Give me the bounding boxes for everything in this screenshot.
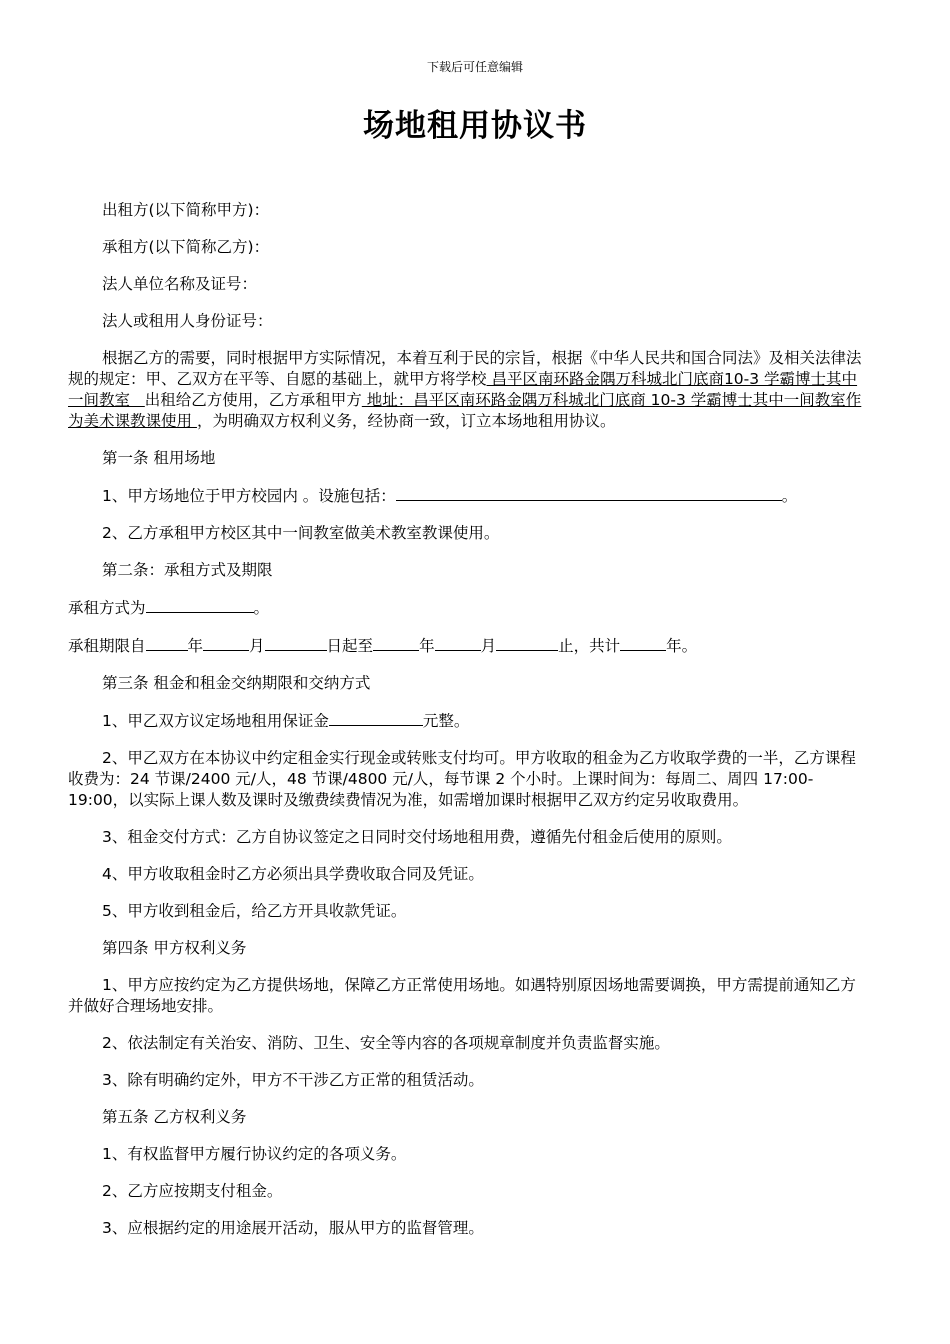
article5-item3: 3、应根据约定的用途展开活动，服从甲方的监督管理。 (102, 1219, 484, 1237)
article5-heading: 第五条 乙方权利义务 (102, 1108, 247, 1126)
article1-heading: 第一条 租用场地 (102, 449, 216, 467)
rental-term-line (68, 635, 868, 657)
intro-text-3: ，为明确双方权利义务，经协商一致，订立本场地租用协议。 (196, 412, 616, 430)
rental-method-end: 。 (253, 599, 270, 617)
party-unit-line: 法人单位名称及证号： (102, 275, 258, 293)
article2-heading: 第二条：承租方式及期限 (102, 561, 273, 579)
start-day-blank (265, 635, 327, 651)
party-lessor-line: 出租方(以下简称甲方)： (102, 201, 270, 219)
intro-underlined-location: 昌平区南环路金隅万科城北门底商10-3 学霸博士其中一间教室 (68, 370, 858, 409)
article3-item4: 4、甲方收取租金时乙方必须出具学费收取合同及凭证。 (102, 865, 484, 883)
party-lessee-line: 承租方(以下简称乙方)： (102, 238, 270, 256)
term-day: 日起至 (326, 637, 374, 655)
article4-item2: 2、依法制定有关治安、消防、卫生、安全等内容的各项规章制度并负责监督实施。 (102, 1034, 670, 1052)
article1-item2: 2、乙方承租甲方校区其中一间教室做美术教室教课使用。 (102, 524, 500, 542)
header-note: 下载后可任意编辑 (426, 60, 523, 74)
article1-item1 (68, 485, 868, 507)
rental-method-blank (146, 597, 254, 613)
term-year1: 年 (187, 637, 204, 655)
intro-text-2: 出租给乙方使用，乙方承租甲方 (144, 391, 362, 409)
document-body (68, 200, 868, 1255)
term-month1: 月 (249, 637, 265, 655)
article1-item1-end: 。 (781, 487, 798, 505)
article3-heading: 第三条 租金和租金交纳期限和交纳方式 (102, 674, 371, 692)
term-total: 年。 (666, 637, 698, 655)
article4-item1: 1、甲方应按约定为乙方提供场地，保障乙方正常使用场地。如遇特别原因场地需要调换，甲方需提前通知乙方并做好合理场地安排。 (68, 976, 856, 1015)
intro-text-1: 根据乙方的需要，同时根据甲方实际情况，本着互利于民的宗旨，根据《中华人民共和国合同法》及相关法律法规的规定：甲、乙双方在平等、自愿的基础上，就甲方将学校 (68, 349, 862, 388)
total-years-blank (620, 635, 666, 651)
article5-item2: 2、乙方应按期支付租金。 (102, 1182, 283, 1200)
article4-heading: 第四条 甲方权利义务 (102, 939, 247, 957)
intro-paragraph (68, 348, 868, 432)
article3-item2: 2、甲乙双方在本协议中约定租金实行现金或转账支付均可。甲方收取的租金为乙方收取学费的一半，乙方课程收费为：24 节课/2400 元/人，48 节课/4800 元/人，每节课 2 个小时。上课时间为：每周二、周四 17:00-19:00，以实际上课人数及课时及缴费续费情况为准，如需增加课时根据甲乙双方约定另收取费用。 (68, 749, 856, 809)
term-stop: 止，共计 (558, 637, 621, 655)
facilities-blank (396, 485, 782, 501)
rental-method-line (68, 597, 868, 619)
article4-item3: 3、除有明确约定外，甲方不干涉乙方正常的租赁活动。 (102, 1071, 484, 1089)
start-month-blank (203, 635, 249, 651)
term-month2: 月 (480, 637, 497, 655)
term-label: 承租期限自 (68, 637, 146, 655)
article3-item3: 3、租金交付方式：乙方自协议签定之日同时交付场地租用费，遵循先付租金后使用的原则。 (102, 828, 732, 846)
party-id-line: 法人或租用人身份证号： (102, 312, 273, 330)
document-title: 场地租用协议书 (363, 108, 587, 144)
article1-item1-text: 1、甲方场地位于甲方校园内 。设施包括： (102, 487, 396, 505)
article3-item5: 5、甲方收到租金后，给乙方开具收款凭证。 (102, 902, 407, 920)
intro-underlined-address: 地址：昌平区南环路金隅万科城北门底商 10-3 学霸博士其中一间教室作为美术课教课使用 (68, 391, 862, 430)
article3-item1 (68, 710, 868, 732)
deposit-label: 1、甲乙双方议定场地租用保证金 (102, 712, 329, 730)
end-month-blank (435, 635, 481, 651)
rental-method-label: 承租方式为 (68, 599, 146, 617)
deposit-blank (329, 710, 423, 726)
end-year-blank (373, 635, 419, 651)
start-year-blank (146, 635, 188, 651)
end-day-blank (496, 635, 558, 651)
deposit-end: 元整。 (422, 712, 470, 730)
term-year2: 年 (419, 637, 435, 655)
article5-item1: 1、有权监督甲方履行协议约定的各项义务。 (102, 1145, 407, 1163)
